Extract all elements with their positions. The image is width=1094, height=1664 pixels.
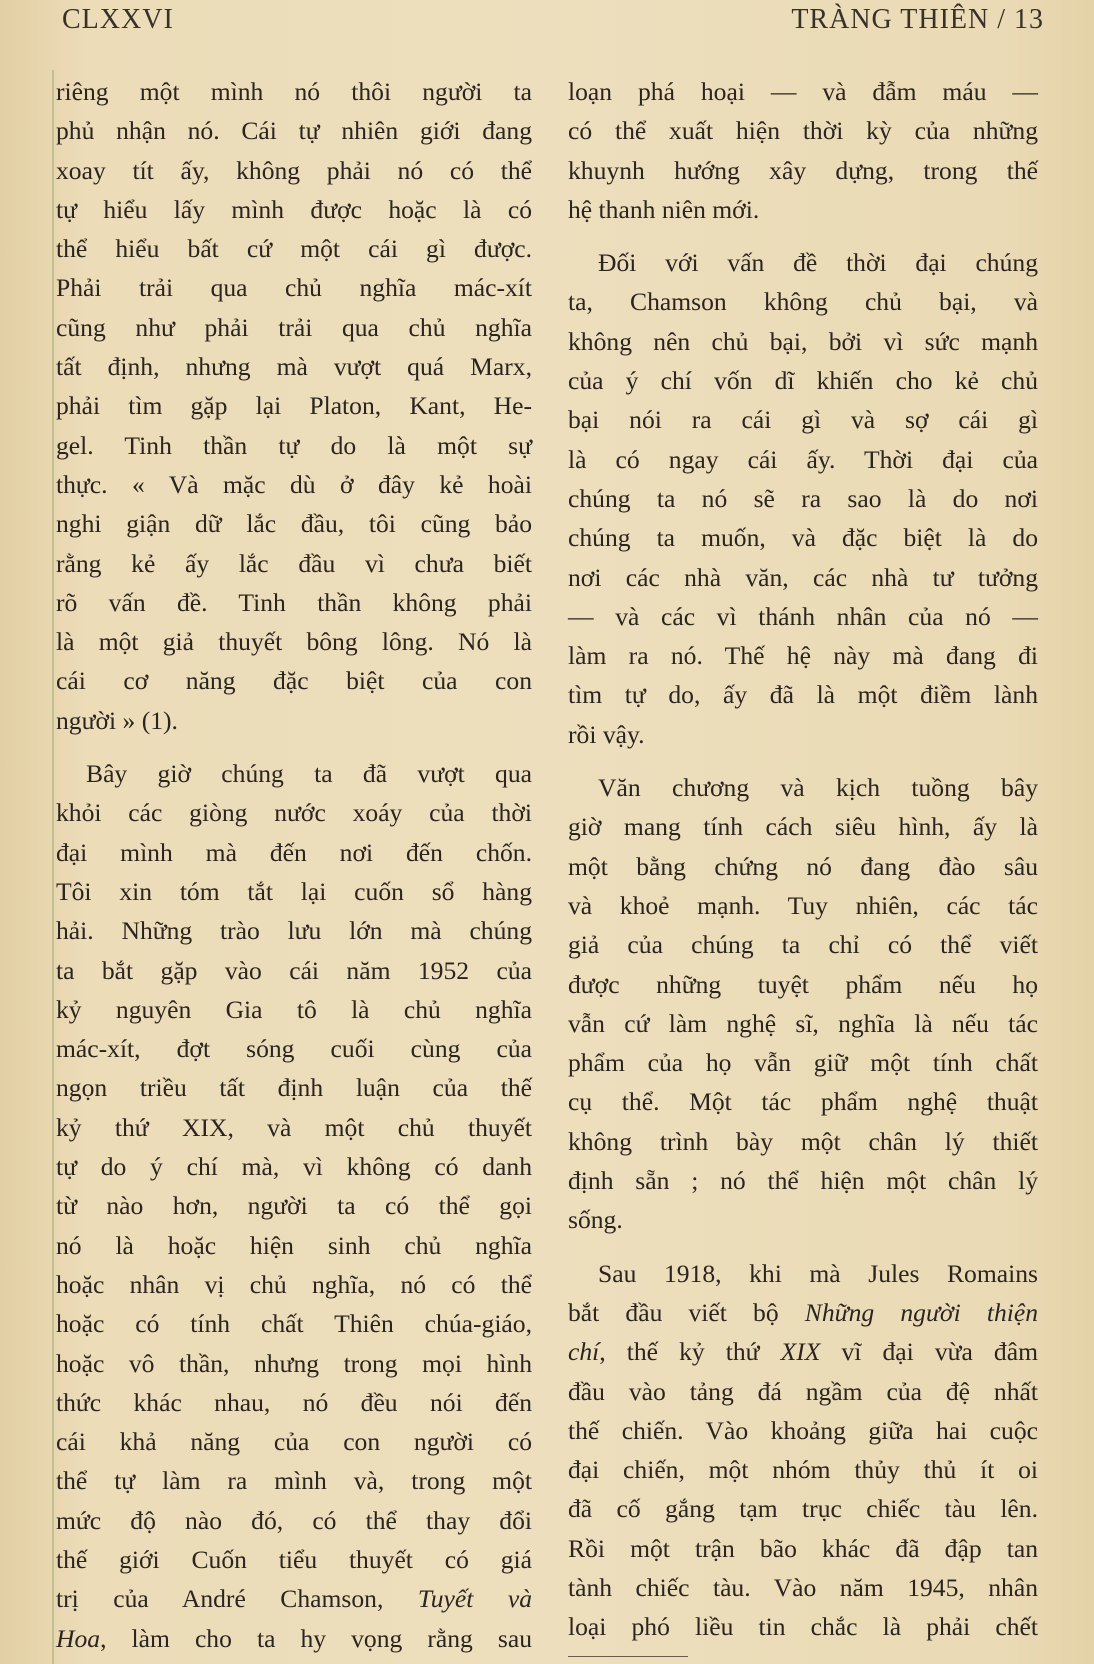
text-line: tất định, nhưng mà vượt quá Marx,	[56, 352, 532, 382]
text-run: trị của André Chamson,	[56, 1584, 384, 1614]
text-line: Phải trải qua chủ nghĩa mác-xít	[56, 273, 532, 303]
text-line: có thể xuất hiện thời kỳ của những	[568, 116, 1038, 146]
text-line: khỏi các giòng nước xoáy của thời	[56, 798, 532, 828]
text-line: là một giả thuyết bông lông. Nó là	[56, 627, 532, 657]
text-line: Văn chương và kịch tuồng bây	[598, 773, 1038, 803]
text-line: từ nào hơn, người ta có thể gọi	[56, 1191, 532, 1221]
text-line: phải tìm gặp lại Platon, Kant, He-	[56, 391, 532, 421]
footnote-rule	[568, 1656, 688, 1657]
text-line: hoặc nhân vị chủ nghĩa, nó có thể	[56, 1269, 532, 1299]
text-line: được những tuyệt phẩm nếu họ	[568, 969, 1038, 999]
text-line: đại chiến, một nhóm thủy thủ ít oi	[568, 1455, 1038, 1485]
text-line: của ý chí vốn dĩ khiến cho kẻ chủ	[568, 366, 1038, 396]
text-line: tự hiểu lấy mình được hoặc là có	[56, 194, 532, 224]
italic-title: Hoa	[56, 1623, 101, 1653]
binding-shadow	[52, 70, 54, 1664]
text-line: không nên chủ bại, bởi vì sức mạnh	[568, 326, 1038, 356]
text-line: hoặc vô thần, nhưng trong mọi hình	[56, 1348, 532, 1378]
text-run: , thế kỷ thứ	[599, 1337, 760, 1367]
text-line: Rồi một trận bão khác đã đập tan	[568, 1533, 1038, 1563]
text-line: riêng một mình nó thôi người ta	[56, 77, 532, 106]
text-line: cũng như phải trải qua chủ nghĩa	[56, 312, 532, 342]
text-line: hải. Những trào lưu lớn mà chúng	[56, 916, 532, 946]
italic-title: chí	[568, 1337, 600, 1367]
text-line: phẩm của họ vẫn giữ một tính chất	[568, 1048, 1038, 1078]
text-line: người » (1).	[56, 705, 178, 735]
text-line: thể hiểu bất cứ một cái gì được.	[56, 234, 532, 264]
italic-title: Những người thiện	[804, 1297, 1039, 1327]
text-line: một bằng chứng nó đang đào sâu	[568, 851, 1038, 881]
text-run: bắt đầu viết bộ	[568, 1297, 779, 1327]
text-line: Bây giờ chúng ta đã vượt qua	[86, 759, 532, 789]
text-line: tành chiếc tàu. Vào năm 1945, nhân	[568, 1572, 1038, 1602]
text-line: thức khác nhau, nó đều nói đến	[56, 1387, 532, 1417]
paragraph	[568, 1254, 1038, 1647]
text-line	[568, 1293, 1038, 1332]
text-line: phủ nhận nó. Cái tự nhiên giới đang	[56, 116, 532, 146]
text-line: tự do ý chí mà, vì không có danh	[56, 1152, 532, 1182]
italic-title: Tuyết và	[417, 1584, 532, 1614]
text-line: cái cơ năng đặc biệt của con	[56, 666, 532, 696]
text-line: ta bắt gặp vào cái năm 1952 của	[56, 955, 532, 985]
text-line	[568, 1332, 1038, 1371]
italic-title: XIX	[780, 1337, 821, 1367]
text-line: và khoẻ mạnh. Tuy nhiên, các tác	[568, 890, 1038, 920]
running-title: TRÀNG THIÊN / 13	[791, 4, 1044, 35]
text-line: thế giới Cuốn tiểu thuyết có giá	[56, 1544, 532, 1574]
paragraph	[568, 768, 1038, 1240]
text-line: đại mình mà đến nơi đến chốn.	[56, 837, 532, 867]
text-line: nghi giận dữ lắc đầu, tôi cũng bảo	[56, 509, 532, 539]
text-line: nơi các nhà văn, các nhà tư tưởng	[568, 562, 1038, 592]
text-line: loạn phá hoại — và đẫm máu —	[568, 77, 1038, 106]
text-line: vẫn cứ làm nghệ sĩ, nghĩa là nếu tác	[568, 1008, 1038, 1038]
paragraph	[568, 243, 1038, 754]
text-line: — và các vì thánh nhân của nó —	[568, 601, 1038, 631]
text-line: thực. « Và mặc dù ở đây kẻ hoài	[56, 469, 532, 499]
paragraph	[56, 754, 532, 1658]
text-line: rõ vấn đề. Tinh thần không phải	[56, 587, 532, 617]
text-line: đầu vào tảng đá ngầm của đệ nhất	[568, 1376, 1038, 1406]
text-line: tìm tự do, ấy đã là một điềm lành	[568, 680, 1038, 710]
text-run: Sau 1918, khi mà Jules Romains	[598, 1258, 1038, 1288]
text-line: hệ thanh niên mới.	[568, 194, 760, 224]
text-line: mức độ nào đó, có thể thay đổi	[56, 1505, 532, 1535]
text-line: sống.	[568, 1205, 623, 1235]
text-line: ta, Chamson không chủ bại, và	[568, 287, 1038, 317]
text-line	[56, 1619, 532, 1658]
text-line	[56, 1579, 532, 1618]
text-line: đã cố gắng tạm trục chiếc tàu lên.	[568, 1494, 1038, 1524]
right-column	[568, 72, 1038, 1647]
text-line: nó là hoặc hiện sinh chủ nghĩa	[56, 1230, 532, 1260]
text-line: hoặc có tính chất Thiên chúa-giáo,	[56, 1309, 532, 1339]
text-line: ngọn triều tất định luận của thế	[56, 1073, 532, 1103]
text-line: kỷ nguyên Gia tô là chủ nghĩa	[56, 994, 532, 1024]
text-line: mác-xít, đợt sóng cuối cùng của	[56, 1034, 532, 1064]
text-line: loại phó liều tin chắc là phải chết	[568, 1612, 1038, 1642]
text-line: định sẵn ; nó thể hiện một chân lý	[568, 1166, 1038, 1196]
text-line: là có ngay cái ấy. Thời đại của	[568, 444, 1038, 474]
text-line: không trình bày một chân lý thiết	[568, 1126, 1038, 1156]
text-line: rằng kẻ ấy lắc đầu vì chưa biết	[56, 548, 532, 578]
page-header	[0, 0, 1094, 46]
text-run: vĩ đại vừa đâm	[841, 1337, 1038, 1367]
text-line: rồi vậy.	[568, 719, 645, 749]
page-number-roman: CLXXVI	[62, 4, 174, 35]
left-column	[56, 72, 532, 1658]
text-line: thể tự làm ra mình và, trong một	[56, 1466, 532, 1496]
text-line: giờ mang tính cách siêu hình, ấy là	[568, 812, 1038, 842]
text-line: giả của chúng ta chỉ có thể viết	[568, 930, 1038, 960]
text-line: cụ thể. Một tác phẩm nghệ thuật	[568, 1087, 1038, 1117]
text-line: chúng ta nó sẽ ra sao là do nơi	[568, 483, 1038, 513]
paragraph	[568, 72, 1038, 229]
text-line: cái khả năng của con người có	[56, 1427, 532, 1457]
text-line: kỷ thứ XIX, và một chủ thuyết	[56, 1112, 532, 1142]
text-line: bại nói ra cái gì và sợ cái gì	[568, 405, 1038, 435]
text-line: xoay tít ấy, không phải nó có thể	[56, 155, 532, 185]
text-line: Tôi xin tóm tắt lại cuốn sổ hàng	[56, 876, 532, 906]
text-line: gel. Tinh thần tự do là một sự	[56, 430, 532, 460]
text-line: Đối với vấn đề thời đại chúng	[598, 248, 1038, 278]
paragraph	[56, 72, 532, 740]
text-line	[568, 1254, 1038, 1293]
text-line: khuynh hướng xây dựng, trong thế	[568, 155, 1038, 185]
text-line: làm ra nó. Thế hệ này mà đang đi	[568, 641, 1038, 671]
text-run: , làm cho ta hy vọng rằng sau	[100, 1623, 532, 1653]
text-line: thế chiến. Vào khoảng giữa hai cuộc	[568, 1415, 1038, 1445]
text-line: chúng ta muốn, và đặc biệt là do	[568, 523, 1038, 553]
